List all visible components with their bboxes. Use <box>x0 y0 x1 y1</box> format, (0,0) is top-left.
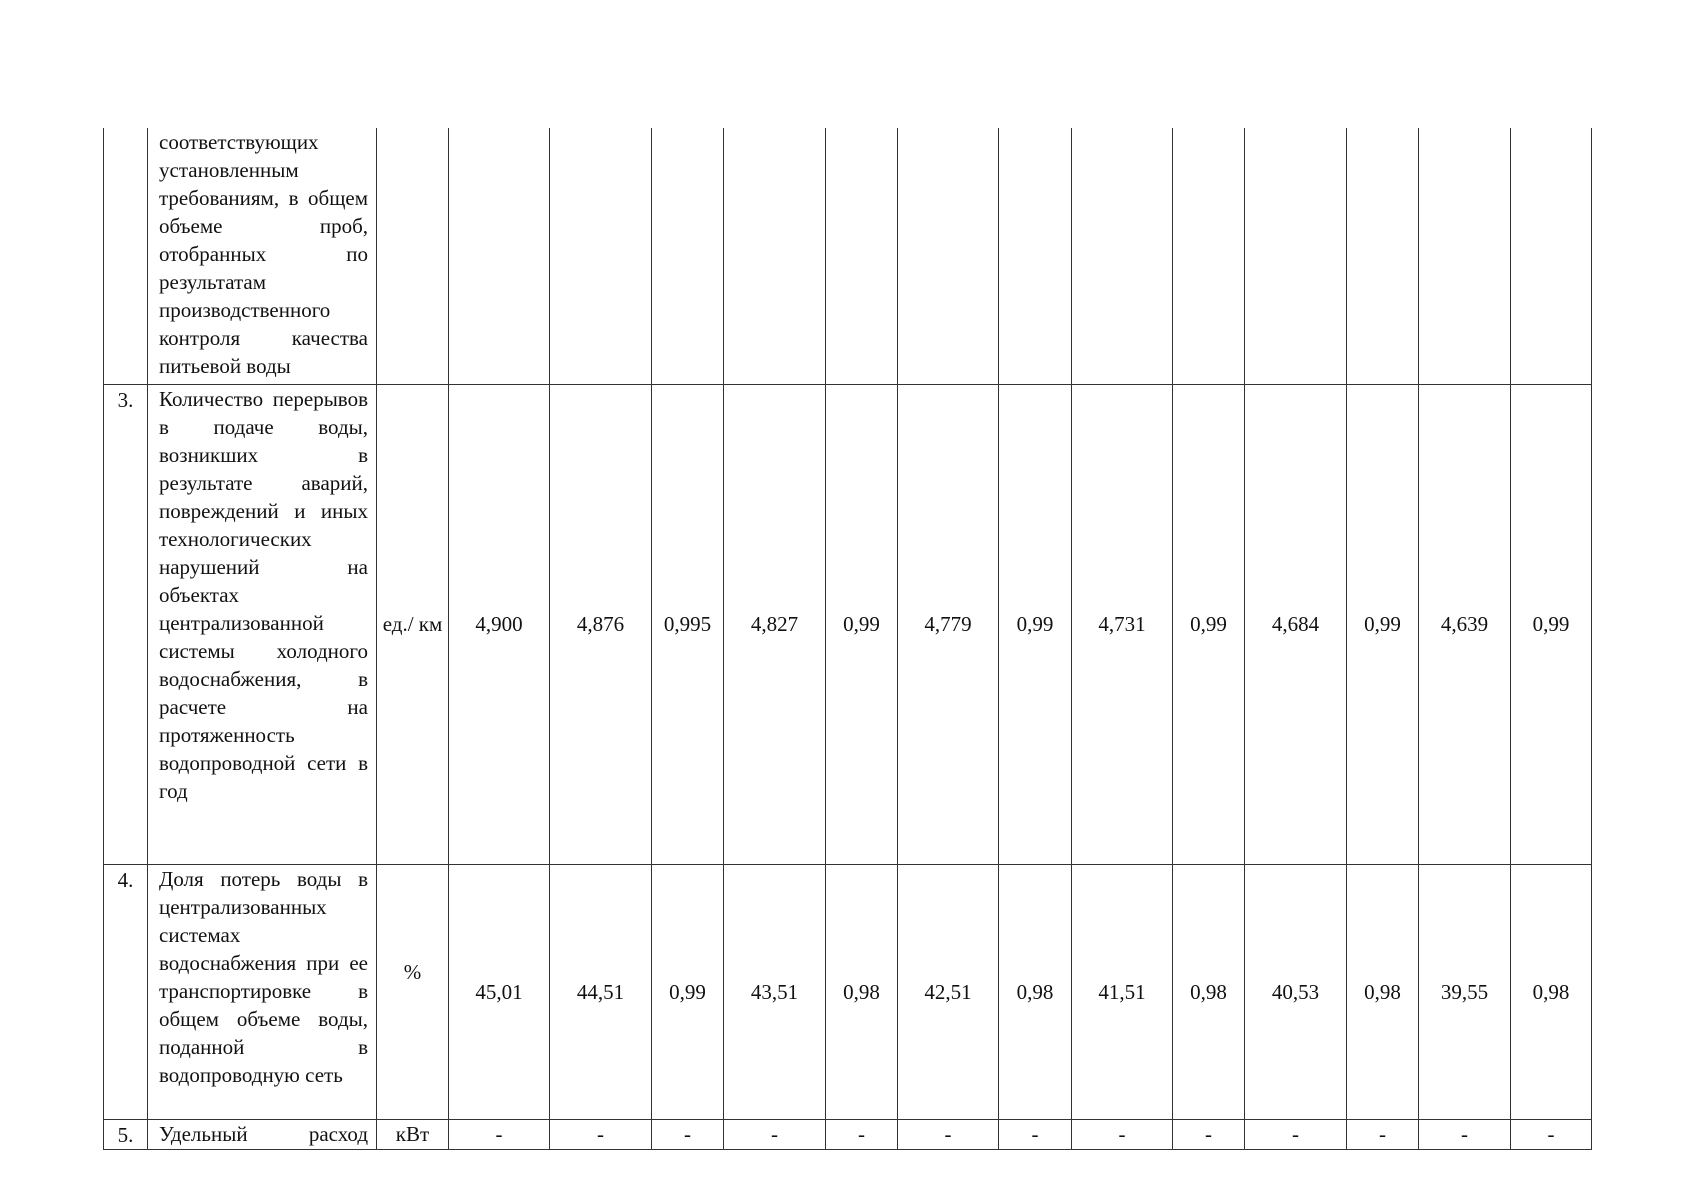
value-cell: 42,51 <box>898 864 999 1119</box>
unit-cell: кВт <box>377 1119 449 1149</box>
value-cell: 45,01 <box>449 864 550 1119</box>
value-cell: 0,99 <box>826 384 898 864</box>
value-cell <box>449 128 550 384</box>
value-cell: - <box>550 1119 652 1149</box>
unit-cell: % <box>377 864 449 1119</box>
value-cell: 0,98 <box>1347 864 1419 1119</box>
value-cell: - <box>1173 1119 1245 1149</box>
value-cell: - <box>898 1119 999 1149</box>
indicator-description: соответствующих установленным требованиям, в общем объеме проб, отобранных по результатам производственного контроля качества питьевой воды <box>148 128 377 384</box>
value-cell <box>550 128 652 384</box>
value-cell: - <box>1419 1119 1511 1149</box>
value-cell: - <box>826 1119 898 1149</box>
value-cell <box>652 128 724 384</box>
value-cell: - <box>1245 1119 1347 1149</box>
value-cell: 0,98 <box>1511 864 1592 1119</box>
row-number: 5. <box>104 1119 148 1149</box>
value-cell: 39,55 <box>1419 864 1511 1119</box>
value-cell: 0,99 <box>1173 384 1245 864</box>
value-cell: 0,99 <box>652 864 724 1119</box>
value-cell: 0,98 <box>999 864 1072 1119</box>
row-number: 3. <box>104 384 148 864</box>
indicator-description: Количество перерывов в подаче воды, возникших в результате аварий, повреждений и иных технологических нарушений на объектах централизованной системы холодного водоснабжения, в расчете на протяженность водопроводной сети в год <box>148 384 377 864</box>
value-cell: - <box>449 1119 550 1149</box>
table-row <box>104 1119 1592 1149</box>
value-cell <box>1173 128 1245 384</box>
unit-cell: ед./ км <box>377 384 449 864</box>
value-cell: - <box>1347 1119 1419 1149</box>
value-cell <box>826 128 898 384</box>
value-cell: - <box>652 1119 724 1149</box>
value-cell: - <box>724 1119 826 1149</box>
value-cell: 43,51 <box>724 864 826 1119</box>
row-number: 4. <box>104 864 148 1119</box>
value-cell: 4,900 <box>449 384 550 864</box>
value-cell: 44,51 <box>550 864 652 1119</box>
value-cell: 0,99 <box>1347 384 1419 864</box>
value-cell <box>898 128 999 384</box>
value-cell: 0,98 <box>826 864 898 1119</box>
value-cell <box>1245 128 1347 384</box>
value-cell: 4,779 <box>898 384 999 864</box>
indicator-description-text: Удельный расход <box>159 1121 368 1146</box>
value-cell: 0,99 <box>999 384 1072 864</box>
table-row <box>104 864 1592 1119</box>
value-cell: 41,51 <box>1072 864 1173 1119</box>
value-cell: - <box>1072 1119 1173 1149</box>
value-cell <box>1419 128 1511 384</box>
indicators-table <box>103 128 1592 1150</box>
value-cell: - <box>999 1119 1072 1149</box>
value-cell <box>999 128 1072 384</box>
value-cell: 4,876 <box>550 384 652 864</box>
value-cell <box>724 128 826 384</box>
value-cell: - <box>1511 1119 1592 1149</box>
value-cell: 0,98 <box>1173 864 1245 1119</box>
indicator-description: Доля потерь воды в централизованных системах водоснабжения при ее транспортировке в общем объеме воды, поданной в водопроводную сеть <box>148 864 377 1119</box>
value-cell: 4,827 <box>724 384 826 864</box>
value-cell <box>1347 128 1419 384</box>
table-row <box>104 384 1592 864</box>
value-cell <box>1511 128 1592 384</box>
value-cell: 4,639 <box>1419 384 1511 864</box>
value-cell: 4,731 <box>1072 384 1173 864</box>
unit-cell <box>377 128 449 384</box>
value-cell: 0,99 <box>1511 384 1592 864</box>
row-number <box>104 128 148 384</box>
value-cell: 40,53 <box>1245 864 1347 1119</box>
indicator-description <box>148 1119 377 1149</box>
value-cell: 0,995 <box>652 384 724 864</box>
value-cell: 4,684 <box>1245 384 1347 864</box>
table-row <box>104 128 1592 384</box>
value-cell <box>1072 128 1173 384</box>
